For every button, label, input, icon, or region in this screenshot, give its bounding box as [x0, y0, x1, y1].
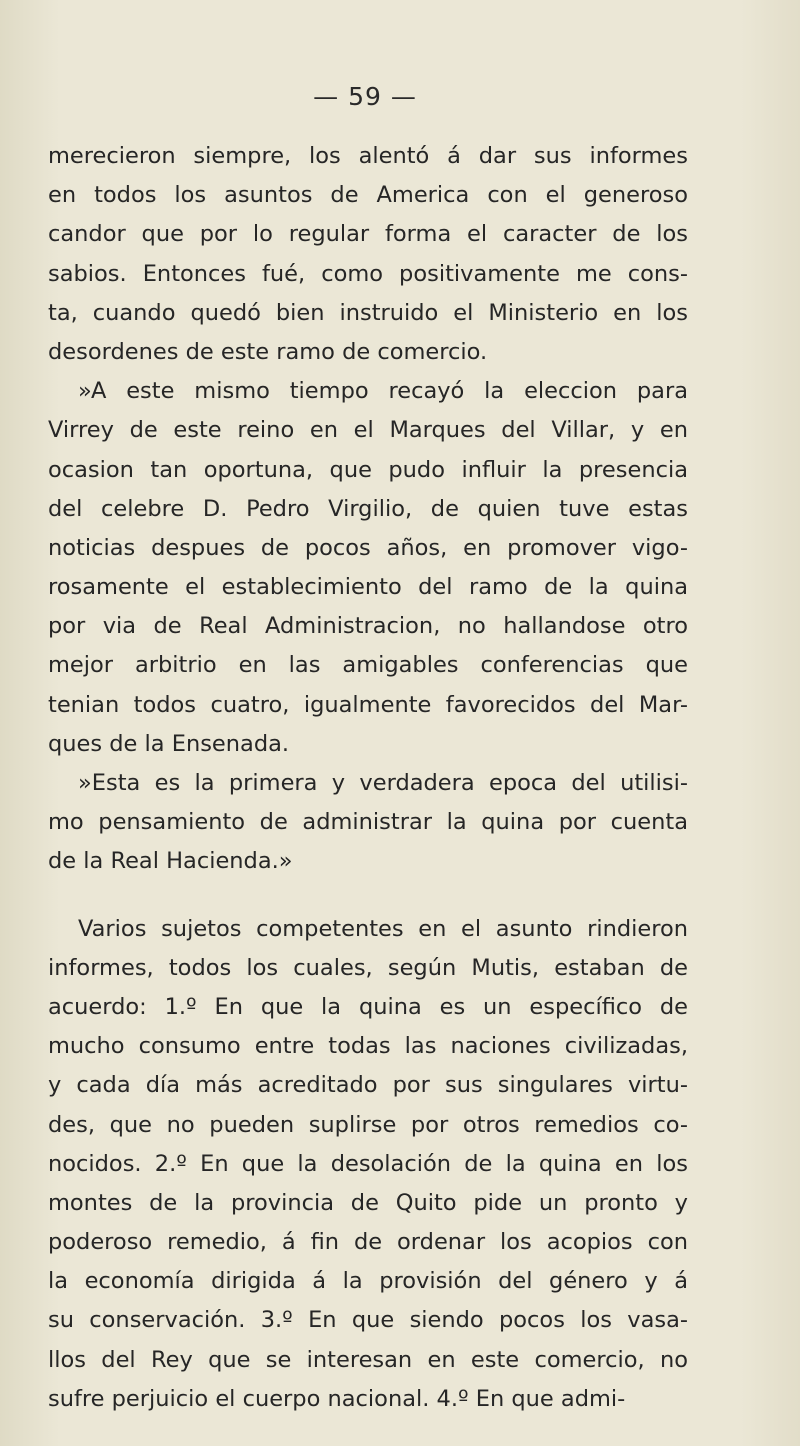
- text-line: Varios sujetos competentes en el asunto rindieron: [78, 915, 688, 942]
- text-line: candor que por lo regular forma el caracter de los: [48, 221, 688, 248]
- text-line: poderoso remedio, á fin de ordenar los acopios con: [48, 1229, 688, 1256]
- text-line: ques de la Ensenada.: [48, 730, 290, 757]
- text-line: ocasion tan oportuna, que pudo influir la presencia: [48, 456, 688, 483]
- paragraph: [48, 764, 688, 882]
- text-line: montes de la provincia de Quito pide un pronto y: [48, 1189, 688, 1216]
- text-line: mo pensamiento de administrar la quina por cuenta: [48, 809, 688, 836]
- paragraph: [48, 372, 688, 764]
- text-line: ta, cuando quedó bien instruido el Ministerio en los: [48, 299, 688, 326]
- text-line: por via de Real Administracion, no hallandose otro: [48, 613, 688, 640]
- paragraph-gap: [48, 882, 688, 910]
- text-line: en todos los asuntos de America con el generoso: [48, 182, 688, 209]
- body-text: [48, 137, 688, 1419]
- text-line: del celebre D. Pedro Virgilio, de quien tuve estas: [48, 495, 688, 522]
- text-line: de la Real Hacienda.»: [48, 848, 293, 875]
- paragraph: [48, 910, 688, 1419]
- text-line: y cada día más acreditado por sus singulares virtu-: [48, 1072, 688, 1099]
- text-line: »A este mismo tiempo recayó la eleccion para: [78, 378, 688, 405]
- text-line: rosamente el establecimiento del ramo de la quina: [48, 574, 688, 601]
- text-line: »Esta es la primera y verdadera epoca del utilisi-: [78, 770, 688, 796]
- page-number: — 59 —: [313, 82, 417, 111]
- text-line: acuerdo: 1.º En que la quina es un específico de: [48, 993, 688, 1020]
- text-line: Virrey de este reino en el Marques del Villar, y en: [48, 417, 688, 444]
- text-line: des, que no pueden suplirse por otros remedios co-: [48, 1111, 688, 1138]
- text-line: informes, todos los cuales, según Mutis, estaban de: [48, 954, 688, 981]
- text-line: desordenes de este ramo de comercio.: [48, 338, 488, 365]
- text-line: nocidos. 2.º En que la desolación de la quina en los: [48, 1150, 688, 1177]
- text-line: noticias despues de pocos años, en promover vigo-: [48, 534, 688, 561]
- text-line: sufre perjuicio el cuerpo nacional. 4.º En que admi-: [48, 1385, 626, 1412]
- text-line: la economía dirigida á la provisión del género y á: [48, 1268, 688, 1295]
- text-line: su conservación. 3.º En que siendo pocos los vasa-: [48, 1307, 688, 1334]
- text-line: llos del Rey que se interesan en este comercio, no: [48, 1346, 688, 1373]
- text-line: tenian todos cuatro, igualmente favorecidos del Mar-: [48, 691, 688, 718]
- paragraph: [48, 137, 688, 372]
- text-line: mejor arbitrio en las amigables conferencias que: [48, 652, 688, 679]
- text-line: merecieron siempre, los alentó á dar sus informes: [48, 143, 688, 169]
- text-line: mucho consumo entre todas las naciones civilizadas,: [48, 1033, 688, 1060]
- text-line: sabios. Entonces fué, como positivamente me cons-: [48, 260, 688, 287]
